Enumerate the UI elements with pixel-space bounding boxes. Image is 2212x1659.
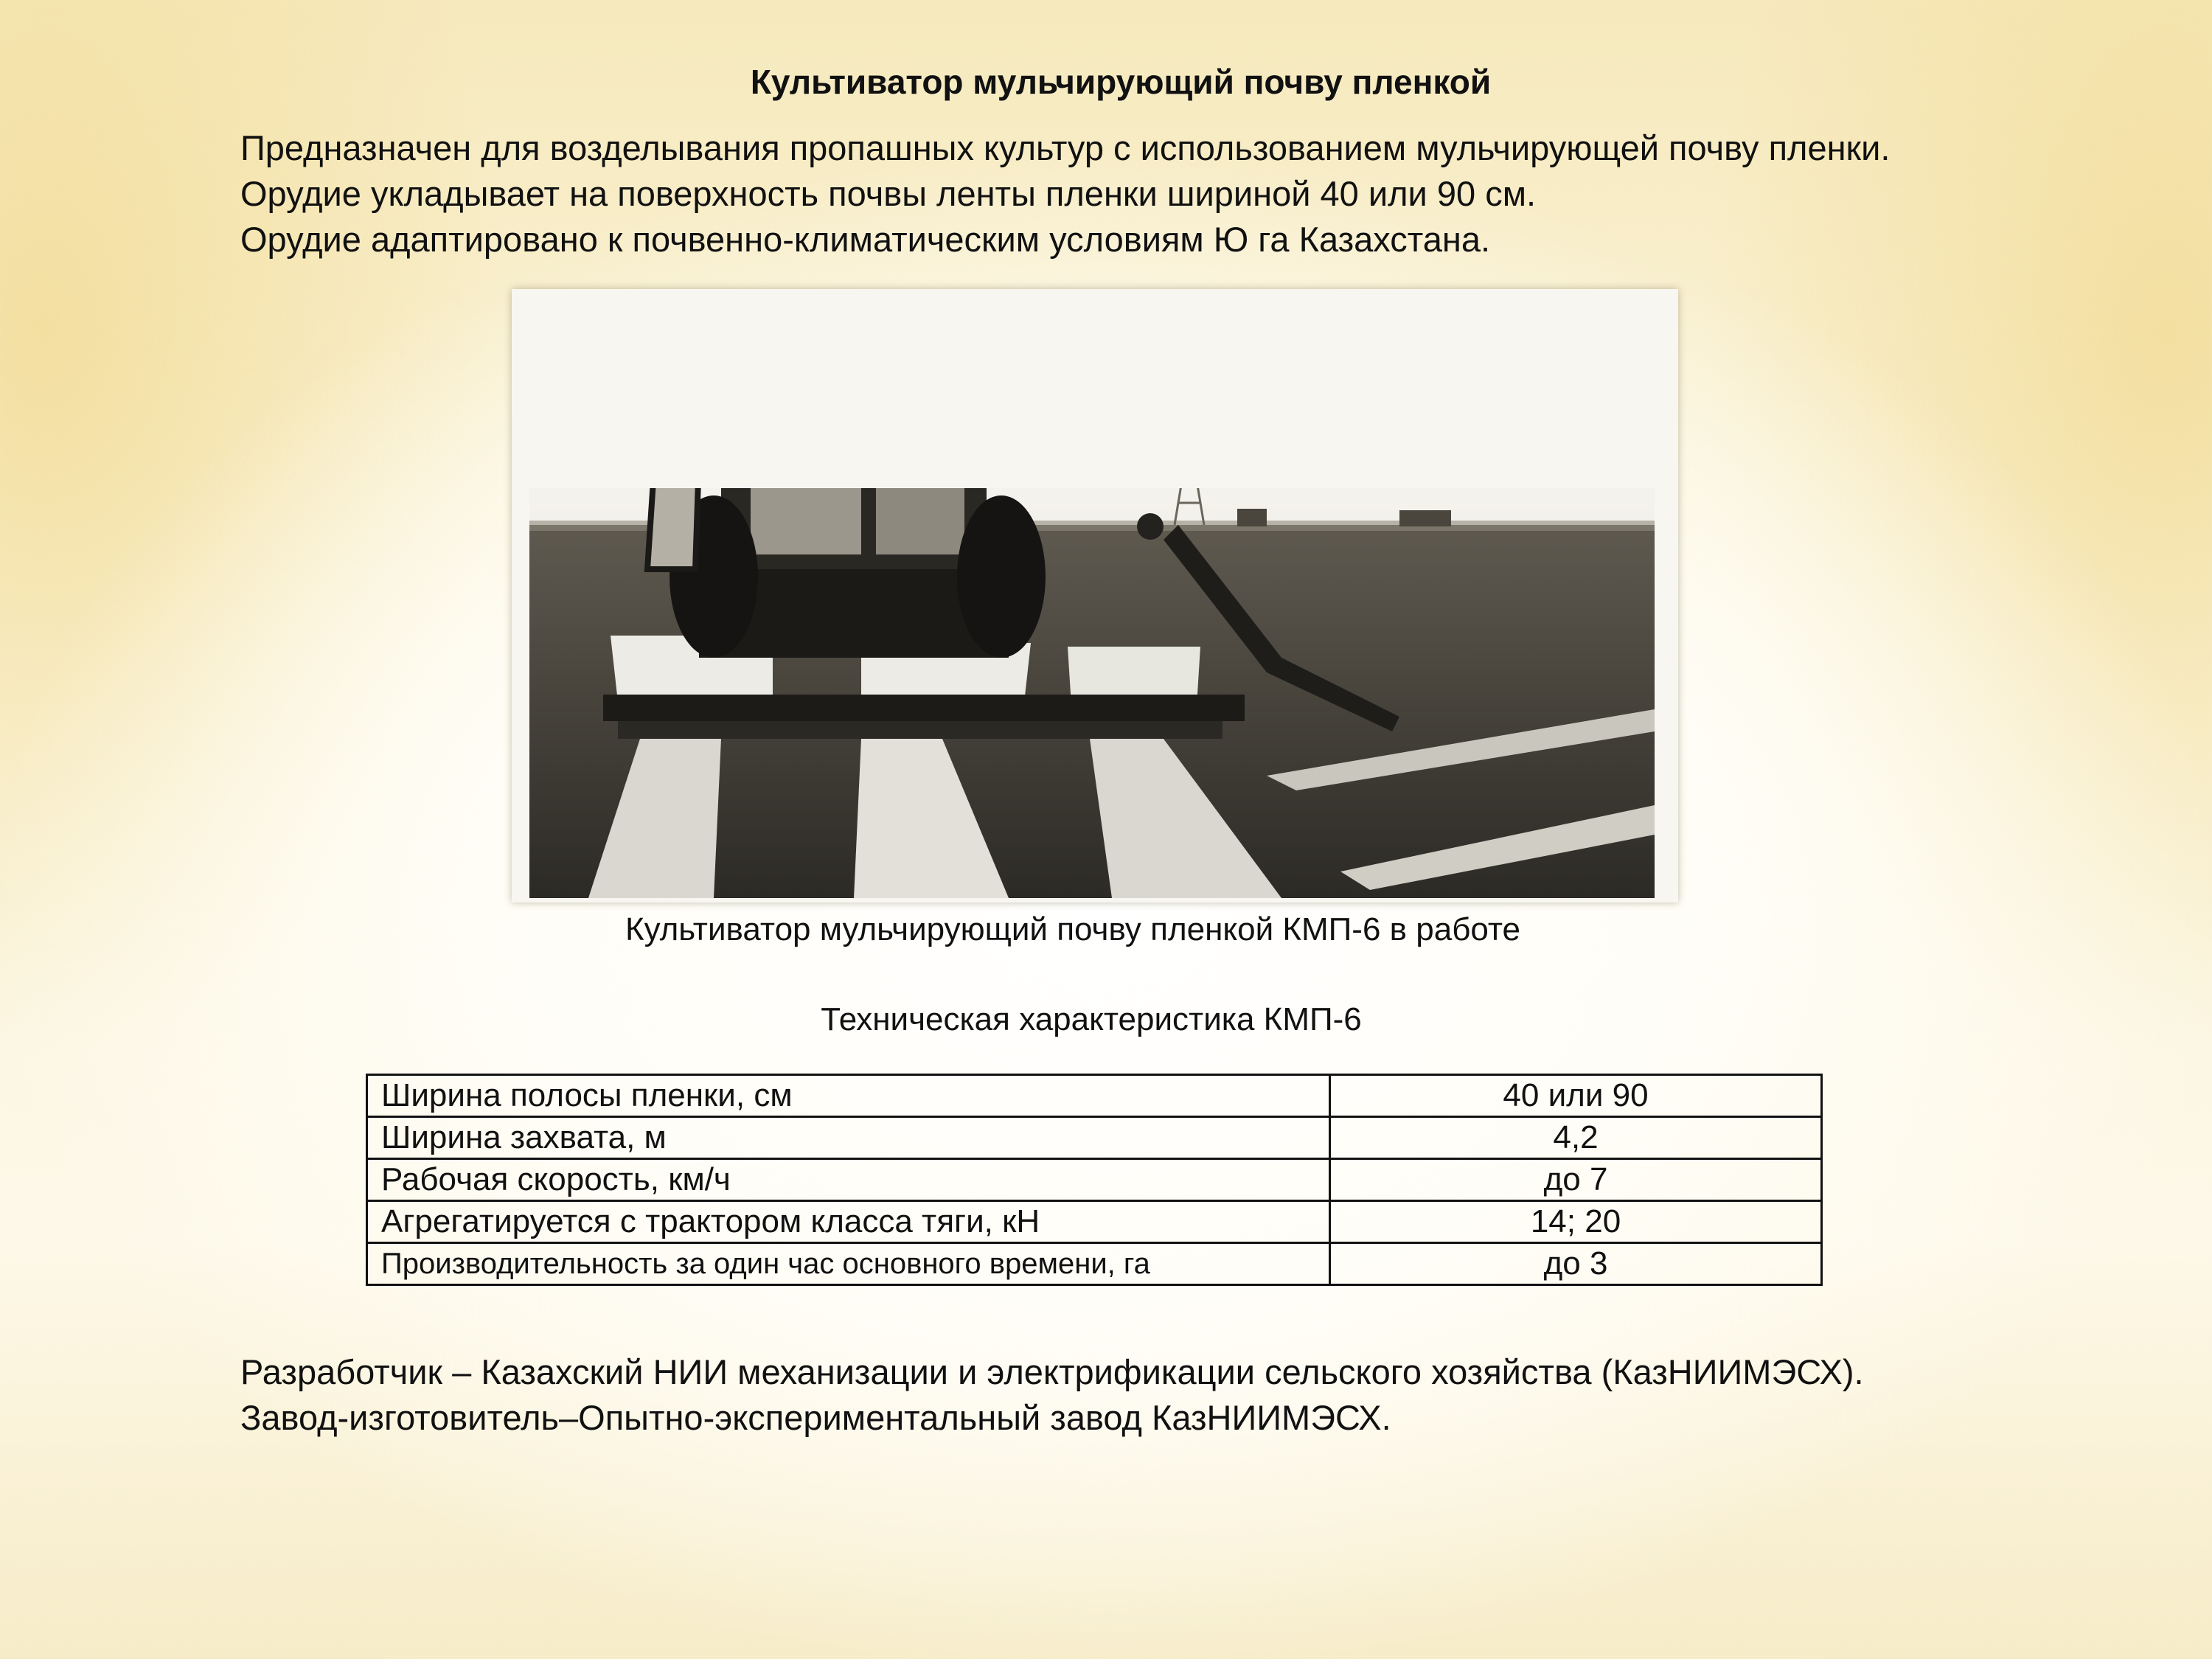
table-row (367, 1243, 1822, 1285)
table-row (367, 1201, 1822, 1243)
photo-frame (512, 289, 1678, 902)
spec-value: 14; 20 (1330, 1201, 1822, 1243)
table-row (367, 1117, 1822, 1159)
table-row (367, 1159, 1822, 1201)
manufacturer-line: Завод-изготовитель–Опытно-экспериментальный завод КазНИИМЭСХ. (240, 1398, 1391, 1437)
intro-line: Орудие адаптировано к почвенно-климатическим условиям Ю га Казахстана. (240, 220, 1491, 259)
spec-value: 4,2 (1330, 1117, 1822, 1159)
spec-value: 40 или 90 (1330, 1075, 1822, 1117)
specs-table (366, 1074, 1823, 1286)
intro-line: Орудие укладывает на поверхность почвы ленты пленки шириной 40 или 90 см. (240, 174, 1537, 213)
spec-label: Ширина захвата, м (367, 1117, 1330, 1159)
spec-label: Рабочая скорость, км/ч (367, 1159, 1330, 1201)
specs-title: Техническая характеристика КМП-6 (821, 1001, 1362, 1037)
spec-value: до 3 (1330, 1243, 1822, 1285)
intro-text (240, 125, 2084, 262)
spec-label: Производительность за один час основного времени, га (367, 1243, 1330, 1285)
spec-value: до 7 (1330, 1159, 1822, 1201)
table-row (367, 1075, 1822, 1117)
spec-label: Ширина полосы пленки, см (367, 1075, 1330, 1117)
footer-text (240, 1349, 2121, 1441)
spec-label: Агрегатируется с трактором класса тяги, кН (367, 1201, 1330, 1243)
page-title: Культиватор мульчирующий почву пленкой (750, 63, 1492, 101)
developer-line: Разработчик – Казахский НИИ механизации и электрификации сельского хозяйства (КазНИИМЭСХ). (240, 1352, 1864, 1391)
photo-caption: Культиватор мульчирующий почву пленкой КМП-6 в работе (625, 911, 1521, 947)
cultivator-photo (529, 488, 1655, 898)
intro-line: Предназначен для возделывания пропашных культур с использованием мульчирующей почву пленки. (240, 128, 1891, 167)
